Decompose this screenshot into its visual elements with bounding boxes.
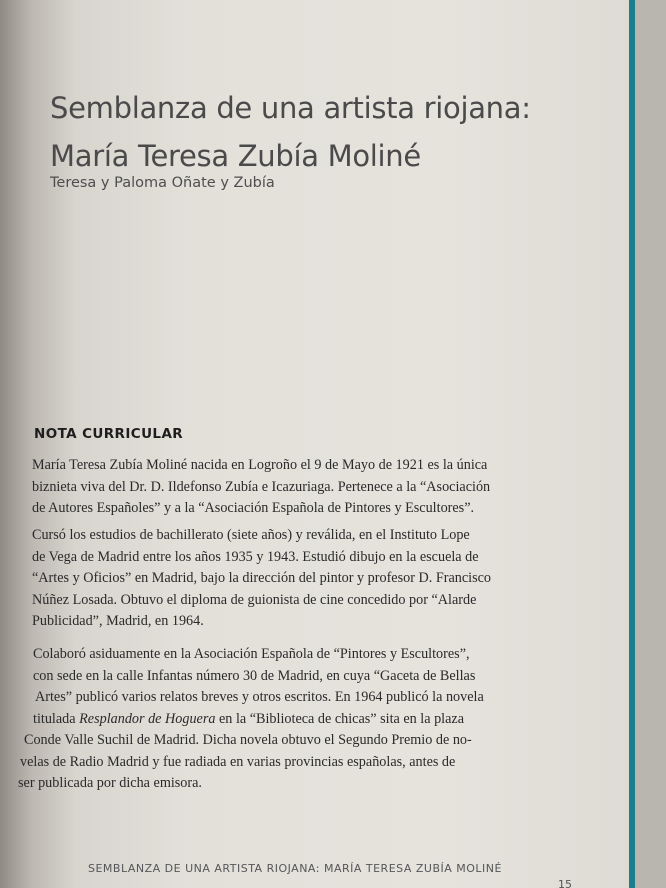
paragraph-line bbox=[32, 709, 577, 731]
paragraph-line: con sede en la calle Infantas número 30 de Madrid, en cuya “Gaceta de Bellas bbox=[33, 667, 476, 684]
article-title bbox=[50, 84, 610, 180]
paragraph-2 bbox=[32, 525, 577, 633]
page-number: 15 bbox=[558, 878, 572, 888]
paragraph-3 bbox=[18, 644, 577, 795]
paragraph-line: de Autores Españoles” y a la “Asociación Española de Pintores y Escultores”. bbox=[32, 500, 475, 516]
paragraph-line: Cursó los estudios de bachillerato (siete años) y reválida, en el Instituto Lope bbox=[32, 527, 470, 543]
paragraph-line: Conde Valle Suchil de Madrid. Dicha novela obtuvo el Segundo Premio de no- bbox=[24, 732, 472, 748]
title-line-2: María Teresa Zubía Moliné bbox=[50, 139, 421, 173]
paragraph-1 bbox=[32, 455, 577, 520]
paragraph-line: ser publicada por dicha emisora. bbox=[18, 775, 202, 791]
title-line-1: Semblanza de una artista riojana: bbox=[50, 91, 531, 125]
novel-title: Resplandor de Hoguera bbox=[79, 710, 216, 727]
line-text: titulada bbox=[33, 710, 80, 727]
paragraph-line: de Vega de Madrid entre los años 1935 y 1943. Estudió dibujo en la escuela de bbox=[32, 548, 479, 565]
background-surface bbox=[635, 0, 666, 888]
article-authors: Teresa y Paloma Oñate y Zubía bbox=[50, 175, 275, 191]
paragraph-line: Publicidad”, Madrid, en 1964. bbox=[32, 613, 204, 629]
paragraph-line: biznieta viva del Dr. D. Ildefonso Zubía e Icazuriaga. Pertenece a la “Asociación bbox=[32, 478, 491, 495]
paragraph-line: Colaboró asiduamente en la Asociación Española de “Pintores y Escultores”, bbox=[33, 646, 470, 662]
running-footer: SEMBLANZA DE UNA ARTISTA RIOJANA: MARÍA TERESA ZUBÍA MOLINÉ bbox=[88, 862, 502, 875]
paragraph-line: “Artes y Oficios” en Madrid, bajo la dirección del pintor y profesor D. Francisco bbox=[32, 570, 491, 586]
paragraph-line: Artes” publicó varios relatos breves y otros escritos. En 1964 publicó la novela bbox=[35, 689, 484, 705]
paragraph-line: María Teresa Zubía Moliné nacida en Logroño el 9 de Mayo de 1921 es la única bbox=[32, 457, 488, 473]
paragraph-line: Núñez Losada. Obtuvo el diploma de guionista de cine concedido por “Alarde bbox=[32, 591, 477, 608]
section-heading: NOTA CURRICULAR bbox=[34, 426, 184, 442]
paragraph-line: velas de Radio Madrid y fue radiada en varias provincias españolas, antes de bbox=[20, 753, 456, 770]
line-text: en la “Biblioteca de chicas” sita en la plaza bbox=[215, 710, 465, 727]
